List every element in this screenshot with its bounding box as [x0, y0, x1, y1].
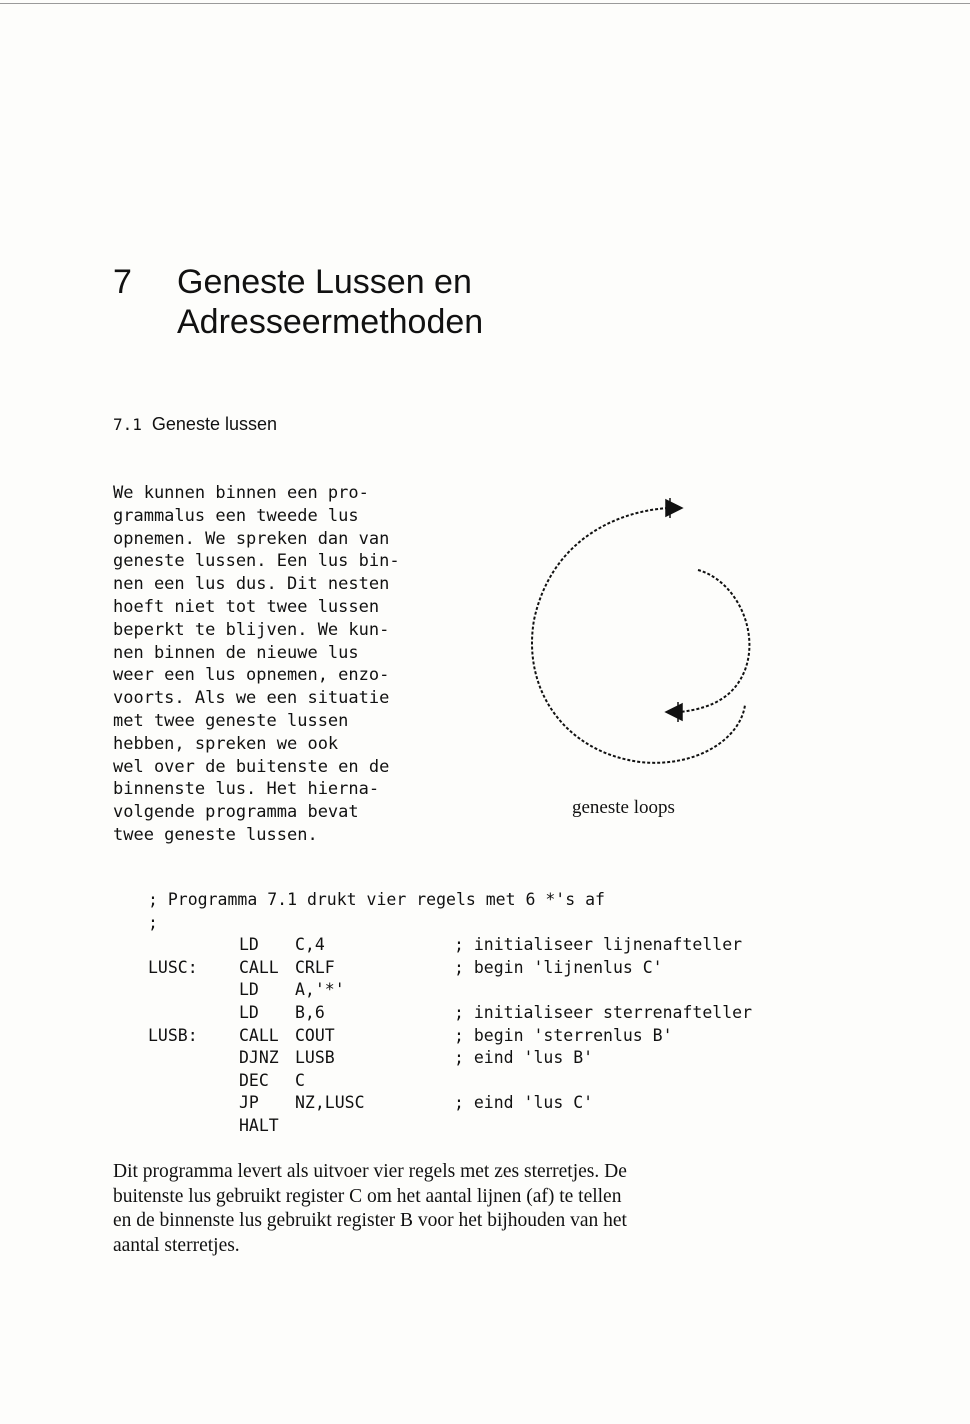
intro-line: weer een lus opnemen, enzo- — [113, 665, 390, 686]
code-line — [148, 1047, 868, 1070]
code-line — [148, 1092, 868, 1115]
code-operand: CRLF — [295, 957, 335, 977]
closing-line: buitenste lus gebruikt register C om het aantal lijnen (af) te tellen — [113, 1185, 622, 1207]
intro-line: volgende programma bevat — [113, 802, 359, 823]
code-opcode: HALT — [239, 1115, 279, 1135]
code-opcode: CALL — [239, 1025, 279, 1045]
intro-paragraph — [113, 482, 443, 847]
intro-line: wel over de buitenste en de — [113, 756, 390, 777]
code-opcode: LD — [239, 935, 259, 955]
intro-line: grammalus een tweede lus — [113, 505, 359, 526]
inner-arrowhead-icon — [666, 704, 682, 720]
chapter-number: 7 — [113, 263, 132, 301]
code-line — [148, 1002, 868, 1025]
code-opcode: CALL — [239, 957, 279, 977]
code-operand: LUSB — [295, 1048, 335, 1068]
figure-caption: geneste loops — [572, 797, 675, 818]
code-line — [148, 1070, 868, 1093]
closing-line: Dit programma levert als uitvoer vier regels met zes sterretjes. De — [113, 1161, 627, 1182]
code-opcode: LD — [239, 980, 259, 1000]
code-opcode: DEC — [239, 1070, 269, 1090]
outer-loop-arrow — [532, 508, 745, 763]
code-operand: A,'*' — [295, 980, 345, 1000]
program-listing — [148, 889, 868, 1138]
code-comment: ; eind 'lus C' — [454, 1093, 594, 1113]
code-operand: COUT — [295, 1025, 335, 1045]
code-operand: C,4 — [295, 935, 325, 955]
code-line — [148, 934, 868, 957]
intro-line: met twee geneste lussen — [113, 710, 349, 731]
intro-line: nen een lus dus. Dit nesten — [113, 574, 390, 595]
code-comment: ; begin 'sterrenlus B' — [454, 1025, 673, 1045]
intro-line: binnenste lus. Het hierna- — [113, 779, 380, 800]
code-comment: ; eind 'lus B' — [454, 1048, 594, 1068]
intro-line: geneste lussen. Een lus bin- — [113, 551, 400, 572]
intro-line: nen binnen de nieuwe lus — [113, 642, 359, 663]
section-title: Geneste lussen — [151, 414, 277, 434]
code-operand: NZ,LUSC — [295, 1093, 365, 1113]
code-opcode: DJNZ — [239, 1048, 279, 1068]
intro-line: beperkt te blijven. We kun- — [113, 619, 390, 640]
program-blank-comment-text: ; — [148, 912, 158, 932]
intro-line: voorts. Als we een situatie — [113, 688, 390, 709]
closing-paragraph — [113, 1160, 853, 1258]
code-comment: ; initialiseer sterrenafteller — [454, 1002, 753, 1022]
page-top-edge — [0, 3, 970, 4]
code-label: LUSB: — [148, 1025, 198, 1045]
intro-line: opnemen. We spreken dan van — [113, 528, 390, 549]
program-header — [148, 889, 868, 912]
outer-arrowhead-icon — [666, 500, 682, 516]
code-line — [148, 979, 868, 1002]
code-label: LUSC: — [148, 957, 198, 977]
intro-line: hebben, spreken we ook — [113, 733, 339, 754]
code-comment: ; initialiseer lijnenafteller — [454, 935, 743, 955]
program-header-text: ; Programma 7.1 drukt vier regels met 6 *'s af — [148, 890, 605, 909]
nested-loops-figure — [520, 490, 770, 780]
code-line — [148, 1025, 868, 1048]
code-opcode: JP — [239, 1093, 259, 1113]
inner-loop-arrow — [680, 570, 749, 712]
closing-line: aantal sterretjes. — [113, 1234, 240, 1256]
chapter-title-line: Geneste Lussen en — [177, 263, 472, 301]
chapter-title — [177, 262, 737, 342]
code-comment: ; begin 'lijnenlus C' — [454, 957, 663, 977]
section-heading — [113, 412, 277, 437]
code-line — [148, 957, 868, 980]
code-opcode: LD — [239, 1002, 259, 1022]
intro-line: We kunnen binnen een pro- — [113, 483, 369, 503]
code-line — [148, 1115, 868, 1138]
closing-line: en de binnenste lus gebruikt register B voor het bijhouden van het — [113, 1210, 627, 1231]
chapter-title-line: Adresseermethoden — [177, 303, 484, 341]
intro-line: twee geneste lussen. — [113, 824, 318, 845]
code-operand: C — [295, 1070, 305, 1090]
code-operand: B,6 — [295, 1002, 325, 1022]
program-blank-comment — [148, 912, 868, 935]
intro-line: hoeft niet tot twee lussen — [113, 596, 380, 617]
section-number: 7.1 — [113, 415, 142, 434]
